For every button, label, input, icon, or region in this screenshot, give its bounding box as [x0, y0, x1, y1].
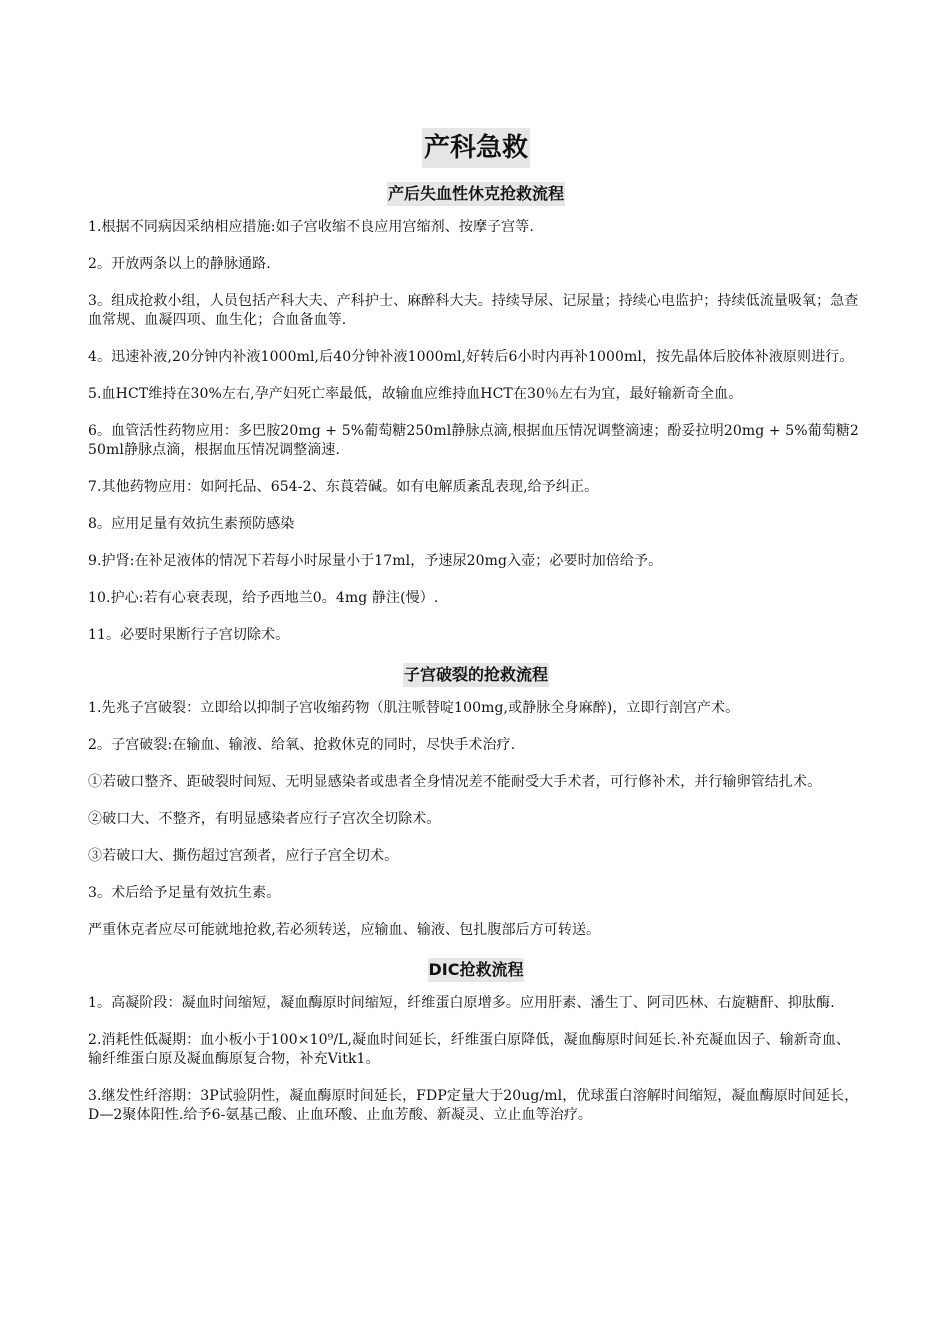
paragraph: ①若破口整齐、距破裂时间短、无明显感染者或患者全身情况差不能耐受大手术者，可行修补术，并行输卵管结扎术。 [88, 774, 822, 790]
paragraph: 2。开放两条以上的静脉通路. [88, 256, 271, 272]
paragraph: 5.血HCT维持在30%左右,孕产妇死亡率最低，故输血应维持血HCT在30％左右为宜，最好输新奇全血。 [88, 386, 743, 402]
section-heading [88, 663, 864, 687]
paragraph: 3。组成抢救小组，人员包括产科大夫、产科护士、麻醉科大夫。持续导尿、记尿量；持续心电监护；持续低流量吸氧；急查血常规、血凝四项、血生化；合血备血等. [88, 293, 859, 328]
paragraph: 1.根据不同病因采纳相应措施:如子宫收缩不良应用宫缩剂、按摩子宫等. [88, 219, 534, 235]
section-postpartum-shock [88, 182, 864, 645]
paragraph: 10.护心:若有心衰表现，给予西地兰0。4mg 静注(慢）. [88, 590, 439, 606]
section-uterine-rupture [88, 663, 864, 940]
section-heading-text: 产后失血性休克抢救流程 [387, 182, 565, 206]
section-heading [88, 182, 864, 206]
paragraph: 严重休克者应尽可能就地抢救,若必须转送，应输血、输液、包扎腹部后方可转送。 [88, 922, 601, 938]
paragraph: 7.其他药物应用：如阿托品、654-2、东莨菪碱。如有电解质紊乱表现,给予纠正。 [88, 479, 599, 495]
paragraph: 11。必要时果断行子宫切除术。 [88, 627, 290, 643]
paragraph: 1.先兆子宫破裂：立即给以抑制子宫收缩药物（肌注哌替啶100mg,或静脉全身麻醉)，立即行剖宫产术。 [88, 700, 740, 716]
paragraph: 3.继发性纤溶期：3P试验阴性，凝血酶原时间延长，FDP定量大于20ug/ml，优球蛋白溶解时间缩短，凝血酶原时间延长，D—2聚体阳性.给予6-氨基己酸、止血环酸、止血芳酸、新凝灵、立止血等治疗。 [88, 1088, 859, 1123]
paragraph: 2。子宫破裂:在输血、输液、给氧、抢救休克的同时，尽快手术治疗. [88, 737, 516, 753]
document-page [88, 128, 864, 1143]
paragraph: ③若破口大、撕伤超过宫颈者，应行子宫全切术。 [88, 848, 399, 864]
paragraph: 6。血管活性药物应用：多巴胺20mg + 5%葡萄糖250ml静脉点滴,根据血压情况调整滴速；酚妥拉明20mg + 5%葡萄糖250ml静脉点滴，根据血压情况调整滴速. [88, 423, 859, 458]
paragraph: 4。迅速补液,20分钟内补液1000ml,后40分钟补液1000ml,好转后6小时内再补1000ml，按先晶体后胶体补液原则进行。 [88, 349, 854, 365]
document-title: 产科急救 [422, 128, 530, 168]
paragraph: 3。术后给予足量有效抗生素。 [88, 885, 281, 901]
title-wrap [88, 128, 864, 168]
section-heading-text: 子宫破裂的抢救流程 [403, 663, 549, 687]
paragraph: 9.护肾:在补足液体的情况下若每小时尿量小于17ml，予速尿20mg入壶；必要时加倍给予。 [88, 553, 663, 569]
paragraph: 2.消耗性低凝期：血小板小于100×10⁹/L,凝血时间延长，纤维蛋白原降低，凝血酶原时间延长.补充凝血因子、输新奇血、输纤维蛋白原及凝血酶原复合物，补充Vitk1。 [88, 1032, 851, 1067]
section-heading [88, 958, 864, 982]
section-dic [88, 958, 864, 1125]
paragraph: 8。应用足量有效抗生素预防感染 [88, 516, 295, 532]
paragraph: 1。高凝阶段：凝血时间缩短，凝血酶原时间缩短，纤维蛋白原增多。应用肝素、潘生丁、阿司匹林、右旋糖酐、抑肽酶. [88, 995, 835, 1011]
paragraph: ②破口大、不整齐，有明显感染者应行子宫次全切除术。 [88, 811, 441, 827]
section-heading-text: DIC抢救流程 [428, 958, 525, 982]
